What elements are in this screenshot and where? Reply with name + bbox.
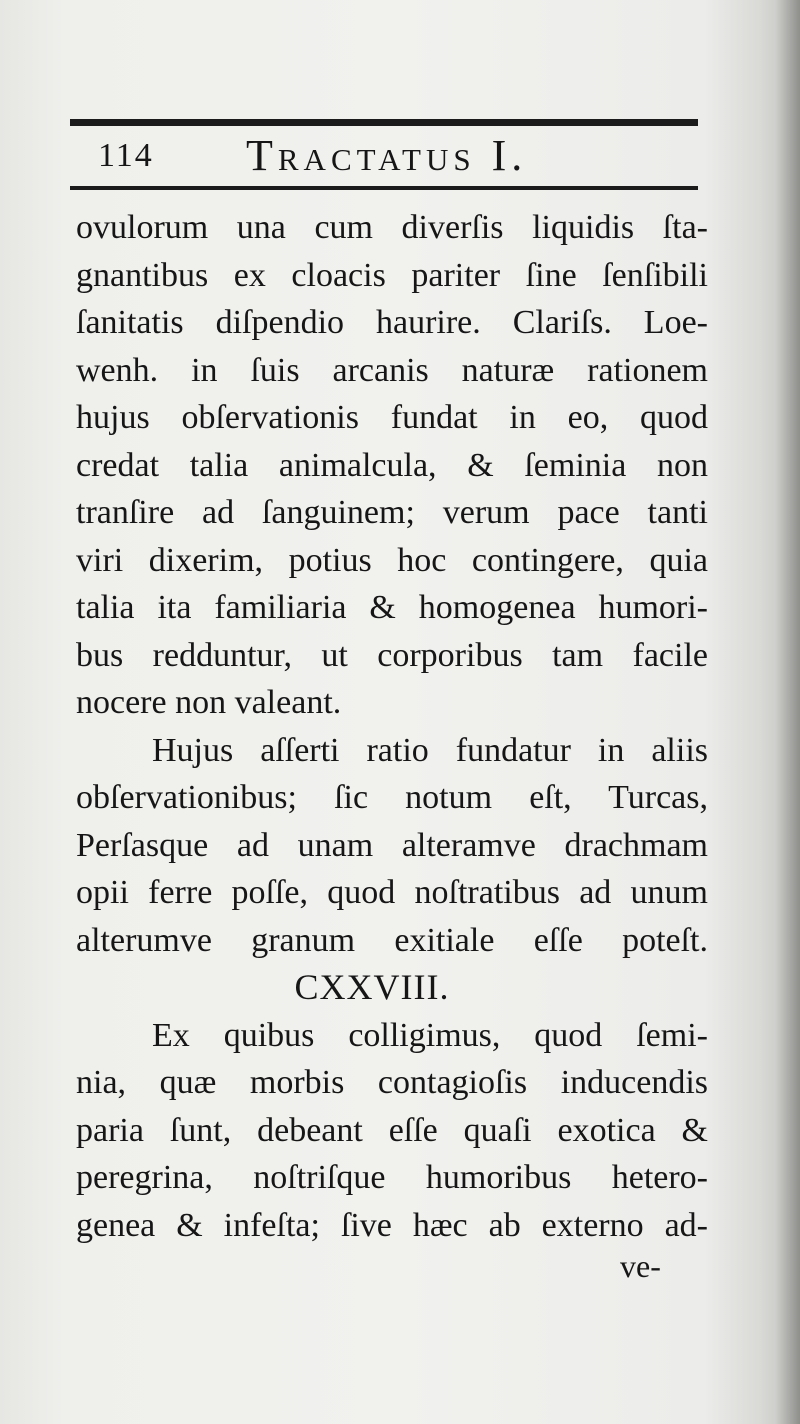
- text-line: Hujus aſſerti ratio fundatur in aliis: [152, 731, 708, 769]
- header-rule-bottom: [70, 186, 698, 190]
- catchword: ve-: [620, 1248, 661, 1284]
- text-line: ovulorum una cum diverſis liquidis ſta-: [76, 209, 708, 246]
- text-line: ſanitatis diſpendio haurire. Clariſs. Loe-: [76, 304, 708, 341]
- page-gutter-shadow: [774, 0, 800, 1424]
- text-line: viri dixerim, potius hoc contingere, quia: [76, 541, 708, 579]
- text-line: paria ſunt, debeant eſſe quaſi exotica &: [76, 1111, 708, 1149]
- text-line: gnantibus ex cloacis pariter ſine ſenſibili: [76, 256, 708, 294]
- text-line: nocere non valeant.: [76, 684, 342, 721]
- text-line: Ex quibus colligimus, quod ſemi-: [152, 1016, 708, 1054]
- text-line: Perſasque ad unam alteramve drachmam: [76, 826, 708, 864]
- text-line: peregrina, noſtriſque humoribus hetero-: [76, 1159, 708, 1196]
- text-line: nia, quæ morbis contagioſis inducendis: [76, 1064, 708, 1101]
- text-line: alterumve granum exitiale eſſe poteſt.: [76, 921, 708, 959]
- header-rule-top: [70, 119, 698, 126]
- text-line: wenh. in ſuis arcanis naturæ rationem: [76, 351, 708, 389]
- text-line: genea & infeſta; ſive hæc ab externo ad-: [76, 1206, 708, 1244]
- text-line: talia ita familiaria & homogenea humori-: [76, 589, 708, 626]
- running-head: Tractatus I.: [246, 131, 528, 180]
- text-line: bus redduntur, ut corporibus tam facile: [76, 636, 708, 674]
- text-line: hujus obſervationis fundat in eo, quod: [76, 399, 708, 436]
- text-line: obſervationibus; ſic notum eſt, Turcas,: [76, 779, 708, 816]
- section-heading: CXXVIII.: [294, 967, 450, 1007]
- text-line: opii ferre poſſe, quod noſtratibus ad unum: [76, 874, 708, 911]
- body-text: [76, 204, 708, 1249]
- page-number: 114: [98, 137, 154, 174]
- text-line: tranſire ad ſanguinem; verum pace tanti: [76, 494, 708, 531]
- text-line: credat talia animalcula, & ſeminia non: [76, 446, 708, 484]
